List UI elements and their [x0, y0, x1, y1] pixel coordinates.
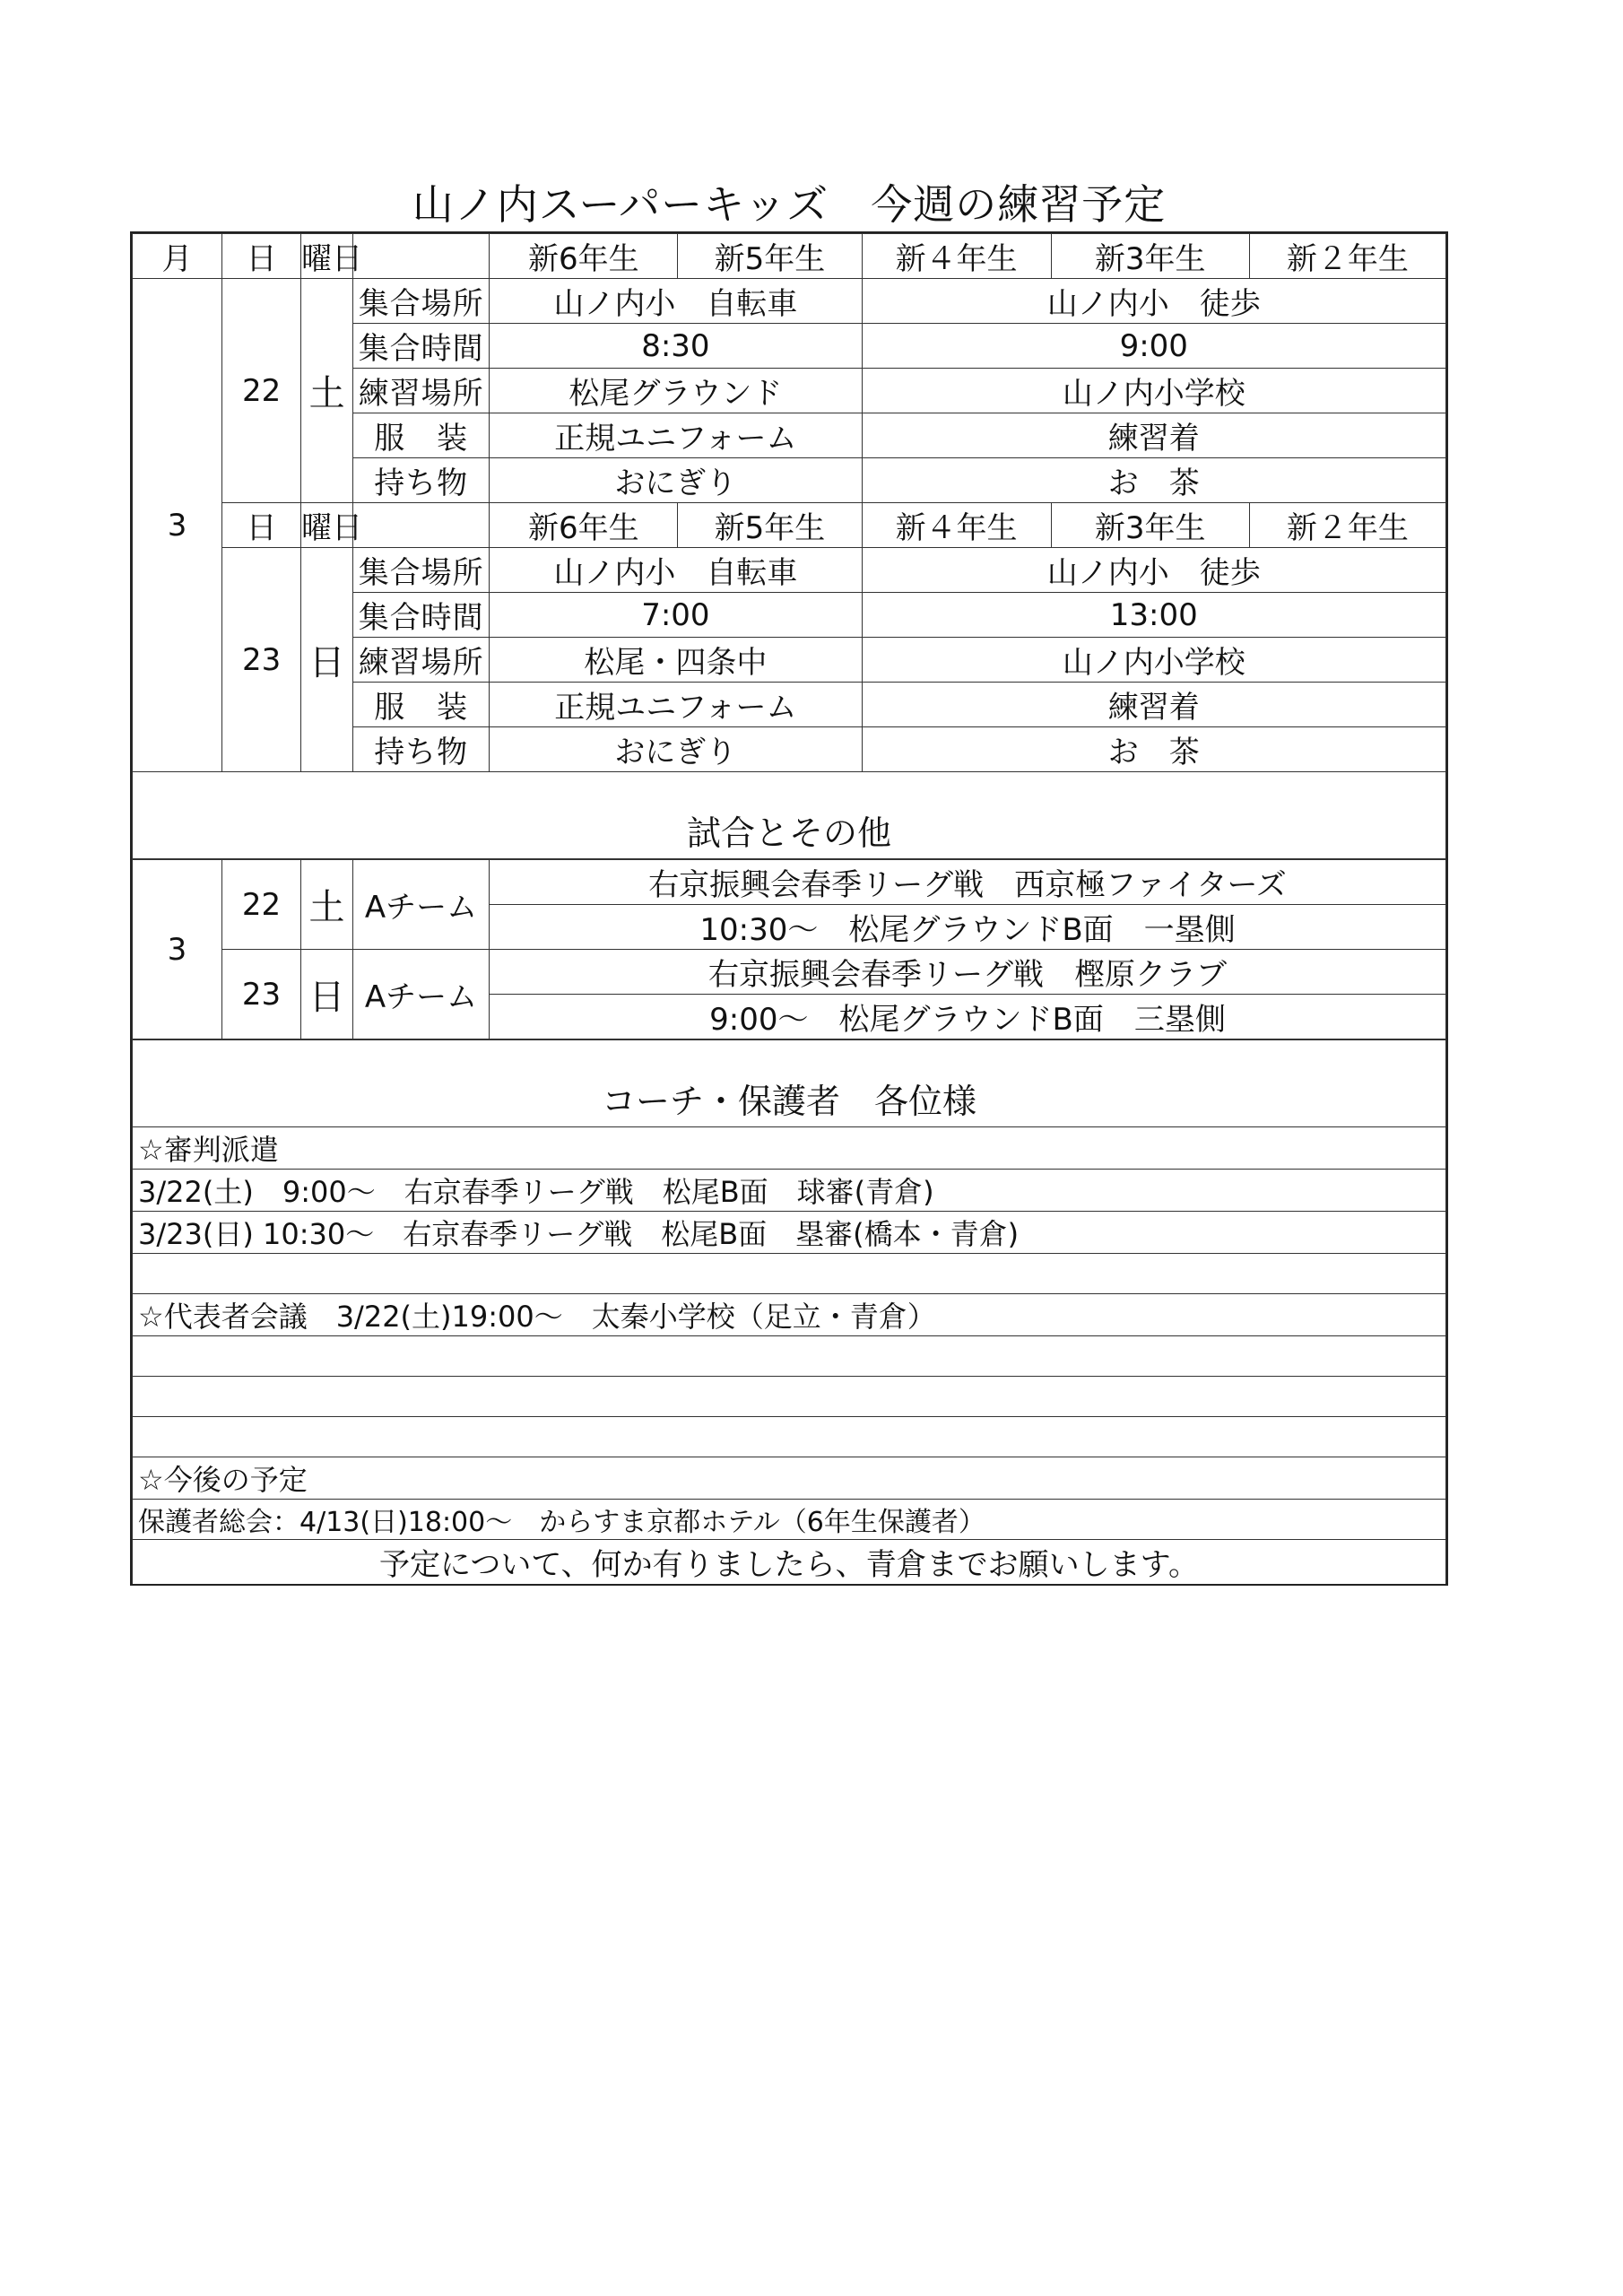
blank-header	[353, 503, 490, 548]
day1-upper-cell: 正規ユニフォーム	[490, 413, 862, 458]
blank-line	[133, 1417, 1446, 1457]
day2-upper-cell: 正規ユニフォーム	[490, 683, 862, 727]
note-row	[133, 1417, 1446, 1457]
footer-note: 予定について、何か有りましたら、青倉までお願いします。	[133, 1540, 1446, 1585]
day2-weekday: 日	[301, 548, 353, 772]
grade-3-header: 新3年生	[1051, 234, 1249, 279]
day1-lower-cell: 山ノ内小学校	[862, 369, 1446, 413]
game-team: Aチーム	[353, 860, 490, 950]
games-table	[132, 859, 1446, 1039]
grade-6-header: 新6年生	[490, 234, 678, 279]
grade-4-header: 新４年生	[862, 234, 1051, 279]
note-row	[133, 1336, 1446, 1377]
row-label: 服 装	[353, 413, 490, 458]
day1-upper-cell: 8:30	[490, 324, 862, 369]
referee-line: 3/22(土) 9:00～ 右京春季リーグ戦 松尾B面 球審(青倉)	[133, 1170, 1446, 1212]
day1-lower-cell: 山ノ内小 徒歩	[862, 279, 1446, 324]
row-label: 練習場所	[353, 369, 490, 413]
schedule-sheet	[130, 231, 1448, 1586]
game-row	[133, 860, 1446, 905]
month-cell: 3	[133, 279, 222, 772]
notes-heading: コーチ・保護者 各位様	[133, 1040, 1446, 1127]
day2-lower-cell: 山ノ内小 徒歩	[862, 548, 1446, 593]
day2-upper-cell: 7:00	[490, 593, 862, 638]
day2-date: 23	[222, 548, 301, 772]
row-label: 集合場所	[353, 279, 490, 324]
row-label: 練習場所	[353, 638, 490, 683]
day1-lower-cell: 練習着	[862, 413, 1446, 458]
day1-upper-cell: 山ノ内小 自転車	[490, 279, 862, 324]
game-team: Aチーム	[353, 950, 490, 1039]
referee-line: 3/23(日) 10:30～ 右京春季リーグ戦 松尾B面 塁審(橋本・青倉)	[133, 1212, 1446, 1254]
day2-upper-cell: 山ノ内小 自転車	[490, 548, 862, 593]
notes-table	[132, 1039, 1446, 1584]
game-date: 23	[222, 950, 301, 1039]
referee-title: ☆審判派遣	[133, 1127, 1446, 1170]
game-detail: 右京振興会春季リーグ戦 西京極ファイターズ	[490, 860, 1446, 905]
blank-line	[133, 1254, 1446, 1294]
future-line: 保護者総会：4/13(日)18:00～ からすま京都ホテル（6年生保護者）	[133, 1500, 1446, 1540]
day2-lower-cell: 13:00	[862, 593, 1446, 638]
row-label: 持ち物	[353, 727, 490, 772]
day1-upper-cell: 松尾グラウンド	[490, 369, 862, 413]
row-label: 服 装	[353, 683, 490, 727]
day2-lower-cell: 練習着	[862, 683, 1446, 727]
row-label: 持ち物	[353, 458, 490, 503]
note-row	[133, 1540, 1446, 1585]
grade-2-header: 新２年生	[1249, 503, 1445, 548]
row-label: 集合時間	[353, 593, 490, 638]
row-label: 集合場所	[353, 548, 490, 593]
game-weekday: 日	[301, 950, 353, 1039]
game-date: 22	[222, 860, 301, 950]
grade-6-header: 新6年生	[490, 503, 678, 548]
game-detail: 右京振興会春季リーグ戦 樫原クラブ	[490, 950, 1446, 995]
note-row	[133, 1500, 1446, 1540]
games-heading-row	[133, 772, 1446, 859]
note-row	[133, 1170, 1446, 1212]
note-row	[133, 1294, 1446, 1336]
day-header: 日	[222, 234, 301, 279]
blank-line	[133, 1336, 1446, 1377]
table-row	[133, 548, 1446, 593]
note-row	[133, 1212, 1446, 1254]
day1-lower-cell: 9:00	[862, 324, 1446, 369]
grade-5-header: 新5年生	[678, 234, 862, 279]
grade-4-header: 新４年生	[862, 503, 1051, 548]
game-weekday: 土	[301, 860, 353, 950]
note-row	[133, 1254, 1446, 1294]
day1-date: 22	[222, 279, 301, 503]
day2-lower-cell: 山ノ内小学校	[862, 638, 1446, 683]
game-detail: 10:30～ 松尾グラウンドB面 一塁側	[490, 905, 1446, 950]
day1-lower-cell: お 茶	[862, 458, 1446, 503]
games-month: 3	[133, 860, 222, 1039]
day1-upper-cell: おにぎり	[490, 458, 862, 503]
weekday-header: 曜日	[301, 234, 353, 279]
month-header: 月	[133, 234, 222, 279]
day2-lower-cell: お 茶	[862, 727, 1446, 772]
note-row	[133, 1457, 1446, 1500]
row-label: 集合時間	[353, 324, 490, 369]
grade-2-header: 新２年生	[1249, 234, 1445, 279]
practice-table	[132, 233, 1446, 859]
page-title: 山ノ内スーパーキッズ 今週の練習予定	[412, 180, 1167, 229]
day2-upper-cell: おにぎり	[490, 727, 862, 772]
day-header: 日	[222, 503, 301, 548]
blank-header	[353, 234, 490, 279]
grade-3-header: 新3年生	[1051, 503, 1249, 548]
game-row	[133, 950, 1446, 995]
notes-heading-row	[133, 1040, 1446, 1127]
header-row	[133, 234, 1446, 279]
day1-weekday: 土	[301, 279, 353, 503]
blank-line	[133, 1377, 1446, 1417]
meeting-line: ☆代表者会議 3/22(土)19:00～ 太秦小学校（足立・青倉）	[133, 1294, 1446, 1336]
header-row	[133, 503, 1446, 548]
games-heading: 試合とその他	[133, 772, 1446, 859]
note-row	[133, 1377, 1446, 1417]
game-detail: 9:00～ 松尾グラウンドB面 三塁側	[490, 995, 1446, 1039]
note-row	[133, 1127, 1446, 1170]
grade-5-header: 新5年生	[678, 503, 862, 548]
weekday-header: 曜日	[301, 503, 353, 548]
table-row	[133, 279, 1446, 324]
day2-upper-cell: 松尾・四条中	[490, 638, 862, 683]
future-title: ☆今後の予定	[133, 1457, 1446, 1500]
